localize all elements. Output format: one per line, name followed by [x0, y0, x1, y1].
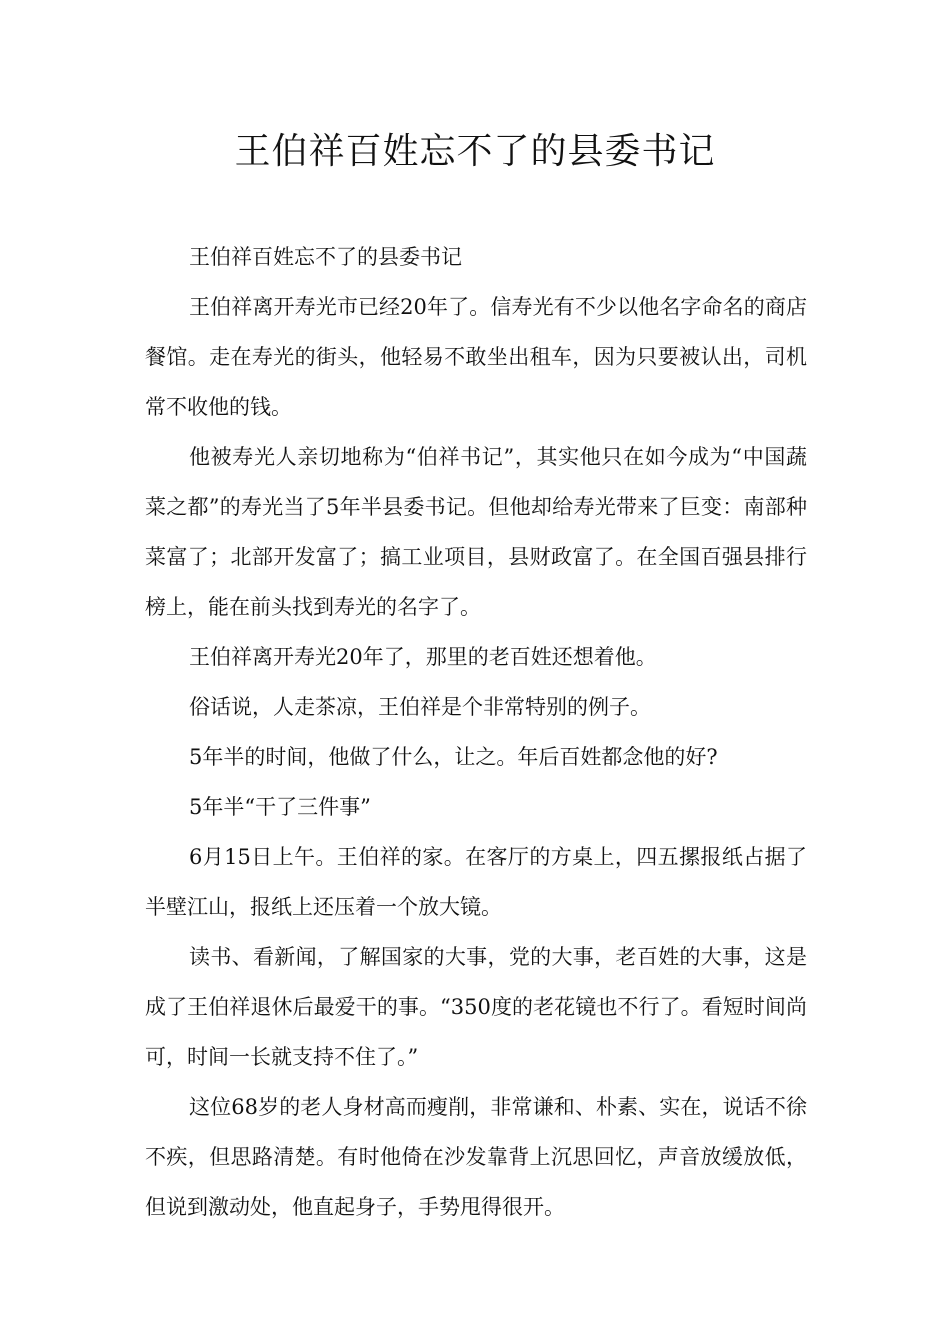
paragraph: 这位68岁的老人身材高而瘦削，非常谦和、朴素、实在，说话不徐不疾，但思路清楚。有时他倚在沙发靠背上沉思回忆，声音放缓放低，但说到激动处，他直起身子，手势甩得很开。: [145, 1095, 807, 1219]
paragraph: 王伯祥离开寿光20年了，那里的老百姓还想着他。: [189, 645, 657, 669]
paragraph: 王伯祥离开寿光市已经20年了。信寿光有不少以他名字命名的商店餐馆。走在寿光的街头，他轻易不敢坐出租车，因为只要被认出，司机常不收他的钱。: [145, 295, 807, 419]
paragraph: 6月15日上午。王伯祥的家。在客厅的方桌上，四五摞报纸占据了半壁江山，报纸上还压着一个放大镜。: [145, 845, 807, 919]
document-body: [145, 232, 807, 1232]
document-title: 王伯祥百姓忘不了的县委书记: [234, 131, 716, 172]
paragraph: 读书、看新闻，了解国家的大事，党的大事，老百姓的大事，这是成了王伯祥退休后最爱干的事。“350度的老花镜也不行了。看短时间尚可，时间一长就支持不住了。”: [145, 945, 807, 1069]
paragraph: 王伯祥百姓忘不了的县委书记: [189, 245, 462, 269]
paragraph: 他被寿光人亲切地称为“伯祥书记”，其实他只在如今成为“中国蔬菜之都”的寿光当了5年半县委书记。但他却给寿光带来了巨变：南部种菜富了；北部开发富了；搞工业项目，县财政富了。在全国百强县排行榜上，能在前头找到寿光的名字了。: [145, 445, 807, 619]
paragraph: 俗话说，人走茶凉，王伯祥是个非常特别的例子。: [189, 695, 651, 719]
paragraph: 5年半“干了三件事”: [189, 795, 371, 819]
paragraph: 5年半的时间，他做了什么，让之。年后百姓都念他的好?: [189, 745, 718, 769]
